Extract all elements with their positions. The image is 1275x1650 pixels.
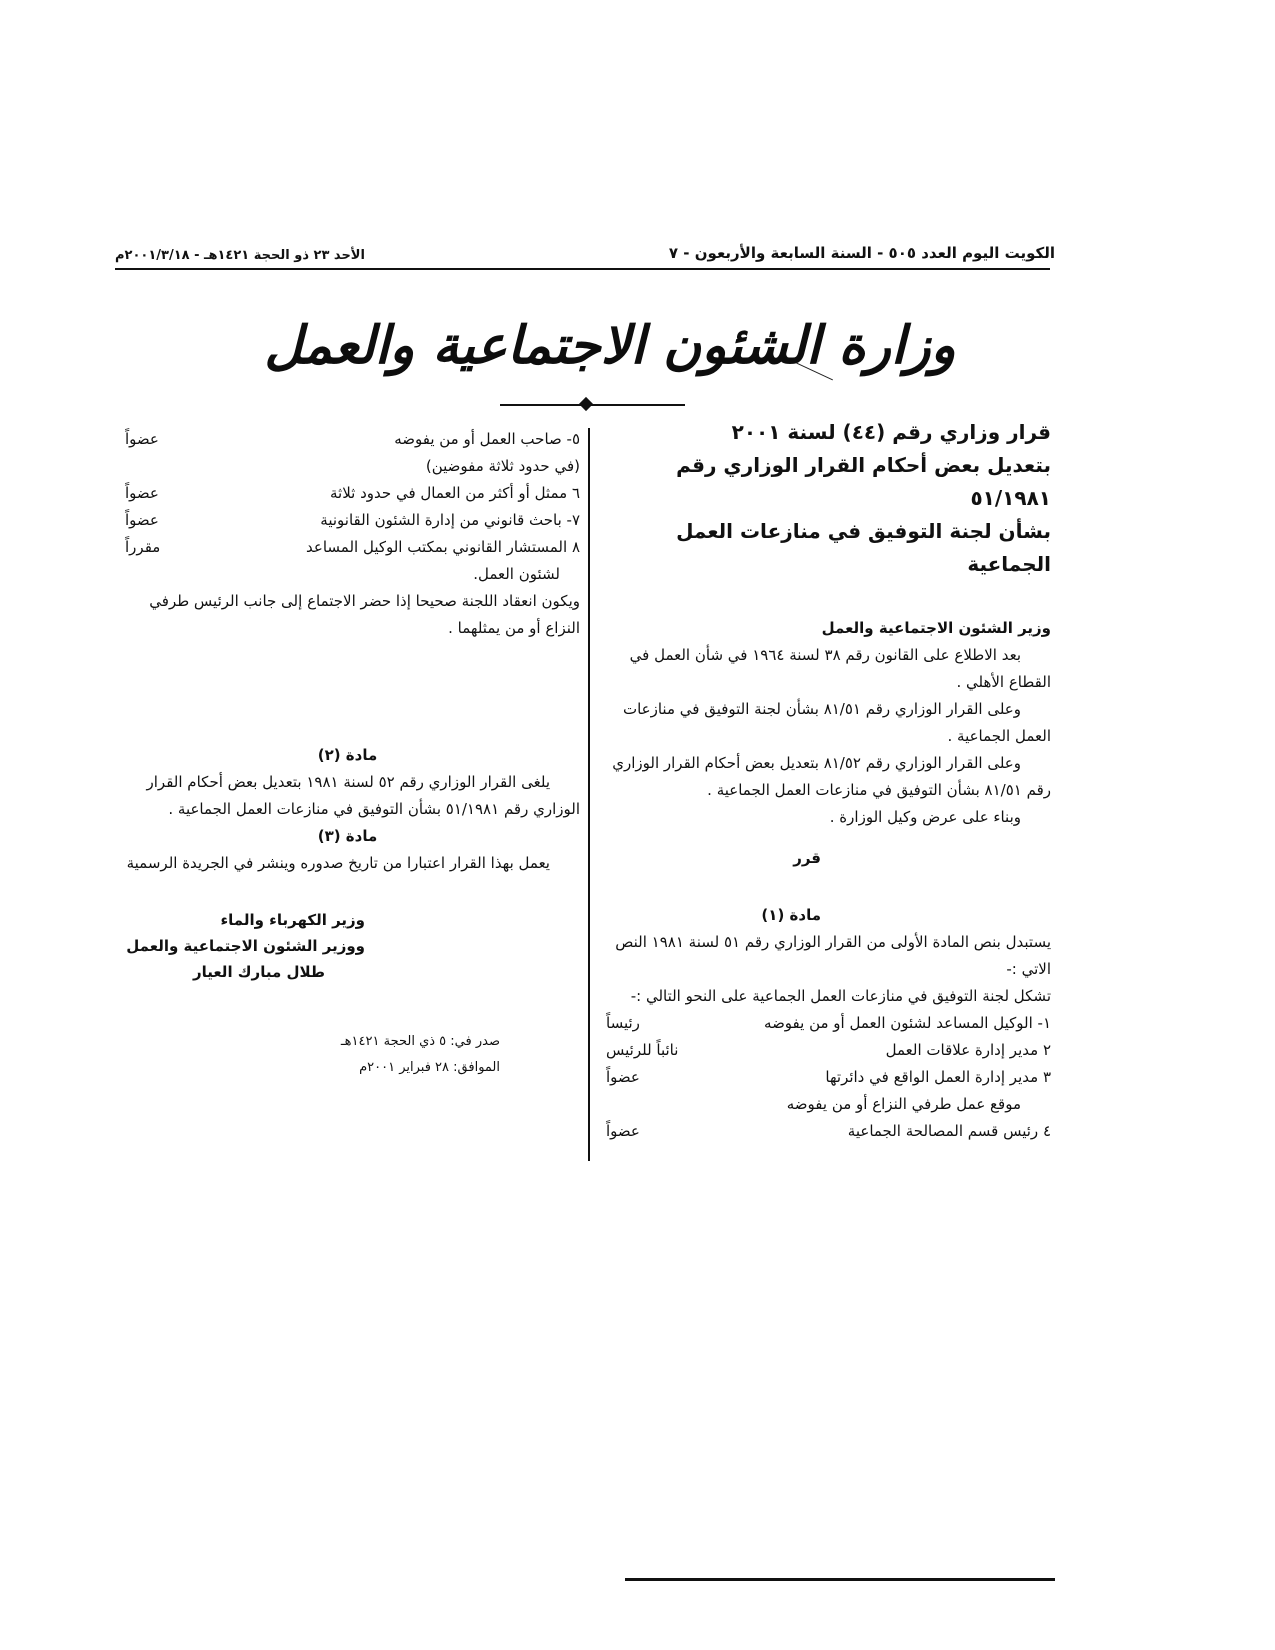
signature-title-1: وزير الكهرباء والماء — [220, 911, 365, 929]
member-text: ٤ رئيس قسم المصالحة الجماعية — [847, 1122, 1051, 1140]
signature-name: طلال مبارك العيار — [192, 963, 325, 981]
committee-member-row — [115, 561, 580, 588]
committee-member-row — [596, 1091, 1051, 1118]
decree-title — [596, 416, 1051, 581]
member-role: عضواً — [606, 1122, 640, 1140]
member-role: مقرراً — [125, 538, 161, 556]
member-text: ٦ ممثل أو أكثر من العمال في حدود ثلاثة — [330, 484, 580, 502]
left-column — [115, 426, 580, 1081]
article3-heading: مادة (٣) — [317, 827, 378, 845]
committee-member-row — [115, 480, 580, 507]
preamble-paragraph: وعلى القرار الوزاري رقم ٨١/٥١ بشأن لجنة التوفيق في منازعات العمل الجماعية . — [622, 700, 1051, 745]
preamble-paragraph: وبناء على عرض وكيل الوزارة . — [829, 808, 1021, 826]
decree-title-line: بشأن لجنة التوفيق في منازعات العمل الجماعية — [676, 519, 1051, 576]
issued-gregorian-date: الموافق: ٢٨ فبراير ٢٠٠١م — [359, 1060, 500, 1075]
article1-intro: يستبدل بنص المادة الأولى من القرار الوزاري رقم ٥١ لسنة ١٩٨١ النص الاتي :- — [615, 933, 1051, 978]
member-text: ٣ مدير إدارة العمل الواقع في دائرتها — [825, 1068, 1051, 1086]
quorum-paragraph: ويكون انعقاد اللجنة صحيحا إذا حضر الاجتماع إلى جانب الرئيس طرفي النزاع أو من يمثلهما . — [149, 592, 580, 637]
footer-rule — [625, 1578, 1055, 1581]
committee-member-row — [596, 1037, 1051, 1064]
member-text: ٨ المستشار القانوني بمكتب الوكيل المساعد — [306, 538, 580, 556]
decree-title-line: قرار وزاري رقم (٤٤) لسنة ٢٠٠١ — [731, 420, 1051, 444]
column-divider — [588, 428, 590, 1161]
article1-composition: تشكل لجنة التوفيق في منازعات العمل الجماعية على النحو التالي :- — [630, 987, 1051, 1005]
decided-label: قرر — [793, 849, 821, 867]
committee-member-row — [115, 426, 580, 453]
article2-heading: مادة (٢) — [317, 746, 378, 764]
header-rule — [115, 268, 1050, 270]
preamble-paragraph: بعد الاطلاع على القانون رقم ٣٨ لسنة ١٩٦٤ في شأن العمل في القطاع الأهلي . — [629, 646, 1051, 691]
minister-heading: وزير الشئون الاجتماعية والعمل — [821, 619, 1051, 637]
member-text: ٢ مدير إدارة علاقات العمل — [885, 1041, 1051, 1059]
committee-member-row — [596, 1064, 1051, 1091]
article3-text: يعمل بهذا القرار اعتبارا من تاريخ صدوره وينشر في الجريدة الرسمية — [126, 854, 550, 872]
committee-member-row — [596, 1118, 1051, 1145]
signature-block — [115, 907, 580, 985]
member-role: نائباً للرئيس — [606, 1041, 679, 1059]
member-text: ٥- صاحب العمل أو من يفوضه — [394, 430, 580, 448]
article2-text: يلغى القرار الوزاري رقم ٥٢ لسنة ١٩٨١ بتعديل بعض أحكام القرار الوزاري رقم ٥١/١٩٨١ بشأن التوفيق في منازعات العمل الجماعية . — [146, 773, 580, 818]
member-role: عضواً — [125, 484, 159, 502]
member-text: موقع عمل طرفي النزاع أو من يفوضه — [786, 1095, 1021, 1113]
committee-member-row — [115, 534, 580, 561]
article1-heading: مادة (١) — [761, 906, 821, 924]
decree-title-line: بتعديل بعض أحكام القرار الوزاري رقم ٥١/١٩٨١ — [676, 453, 1051, 510]
signature-title-2: ووزير الشئون الاجتماعية والعمل — [126, 937, 365, 955]
right-column — [596, 416, 1051, 1145]
preamble-paragraph: وعلى القرار الوزاري رقم ٨١/٥٢ بتعديل بعض أحكام القرار الوزاري رقم ٨١/٥١ بشأن التوفيق في منازعات العمل الجماعية . — [612, 754, 1051, 799]
ministry-calligraphy-banner: وزارة الشئون الاجتماعية والعمل — [264, 314, 956, 376]
committee-member-row — [596, 1010, 1051, 1037]
member-text: (في حدود ثلاثة مفوضين) — [425, 457, 580, 475]
member-text: ١- الوكيل المساعد لشئون العمل أو من يفوضه — [764, 1014, 1051, 1032]
issued-hijri-date: صدر في: ٥ ذي الحجة ١٤٢١هـ — [340, 1034, 500, 1049]
member-text: ٧- باحث قانوني من إدارة الشئون القانونية — [320, 511, 580, 529]
member-role: عضواً — [125, 511, 159, 529]
header-issue-info: الكويت اليوم العدد ٥٠٥ - السنة السابعة والأربعون - ٧ — [668, 244, 1055, 262]
member-role: عضواً — [606, 1068, 640, 1086]
member-text: لشئون العمل. — [473, 565, 560, 583]
member-role: عضواً — [125, 430, 159, 448]
member-role: رئيساً — [606, 1014, 640, 1032]
issue-date-block — [115, 1029, 580, 1081]
committee-member-row — [115, 507, 580, 534]
header-date: الأحد ٢٣ ذو الحجة ١٤٢١هـ - ٢٠٠١/٣/١٨م — [115, 248, 365, 263]
committee-member-row — [115, 453, 580, 480]
